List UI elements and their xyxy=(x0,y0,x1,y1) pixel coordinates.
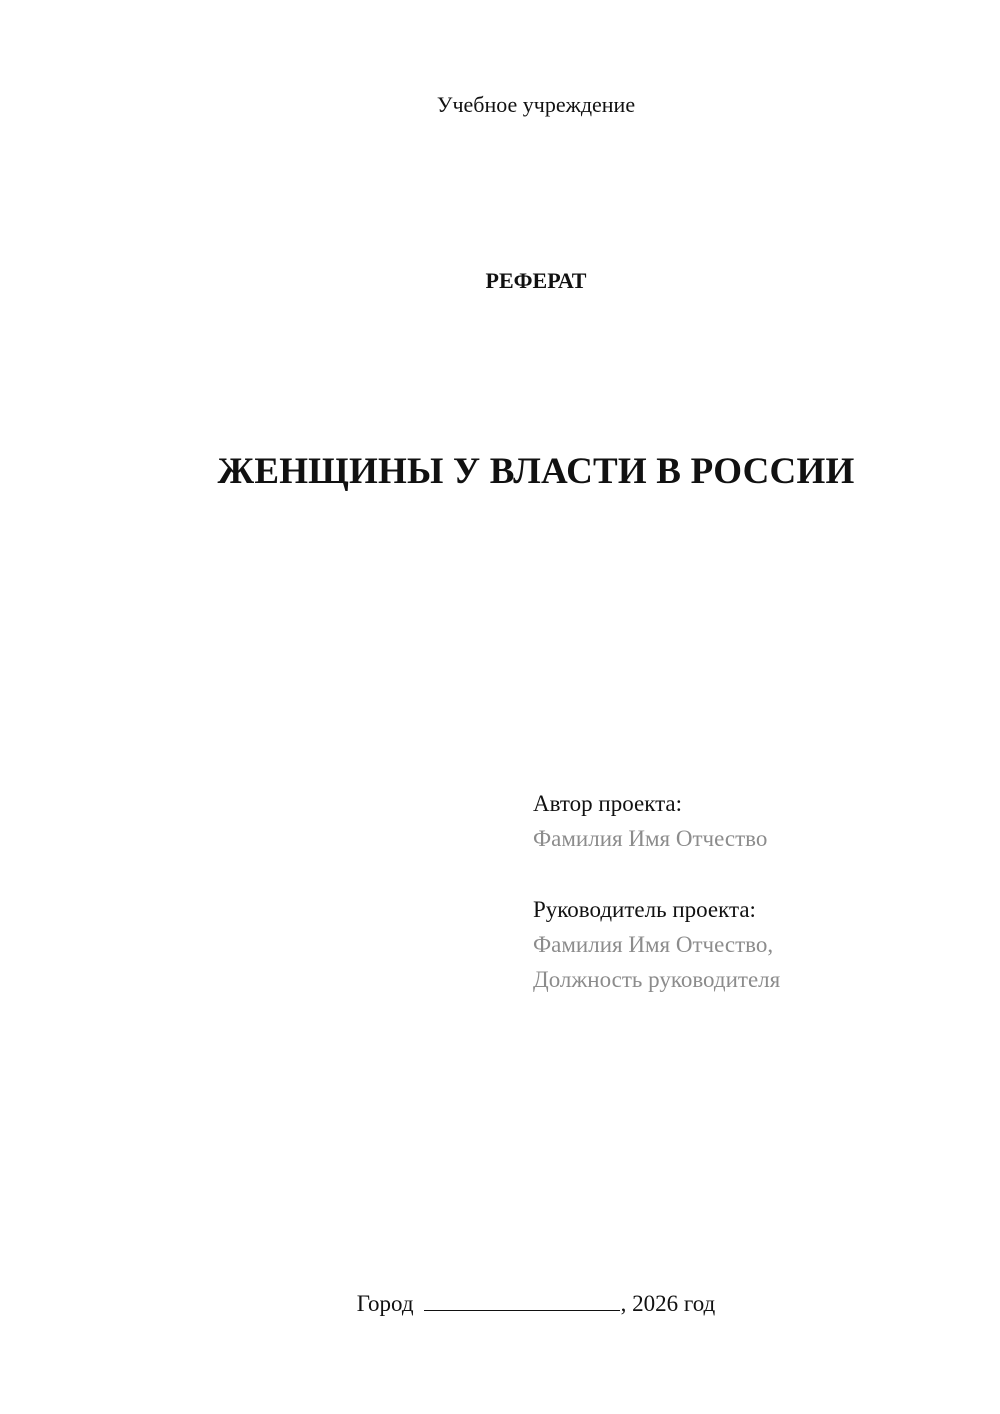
supervisor-block xyxy=(533,892,973,997)
document-title: ЖЕНЩИНЫ У ВЛАСТИ В РОССИИ xyxy=(217,451,855,492)
institution-name: Учебное учреждение xyxy=(436,92,636,117)
author-name: Фамилия Имя Отчество xyxy=(533,826,768,851)
author-block xyxy=(533,786,973,856)
credits-block xyxy=(533,786,973,997)
author-label: Автор проекта: xyxy=(533,791,682,816)
city-label: Город xyxy=(356,1291,414,1316)
city-blank-line xyxy=(424,1309,620,1311)
supervisor-name: Фамилия Имя Отчество, xyxy=(533,932,774,957)
city-year-line xyxy=(0,1286,1000,1321)
supervisor-label: Руководитель проекта: xyxy=(533,897,756,922)
year-text: , 2026 год xyxy=(620,1291,716,1316)
document-type: РЕФЕРАТ xyxy=(485,268,587,293)
supervisor-position: Должность руководителя xyxy=(533,967,781,992)
